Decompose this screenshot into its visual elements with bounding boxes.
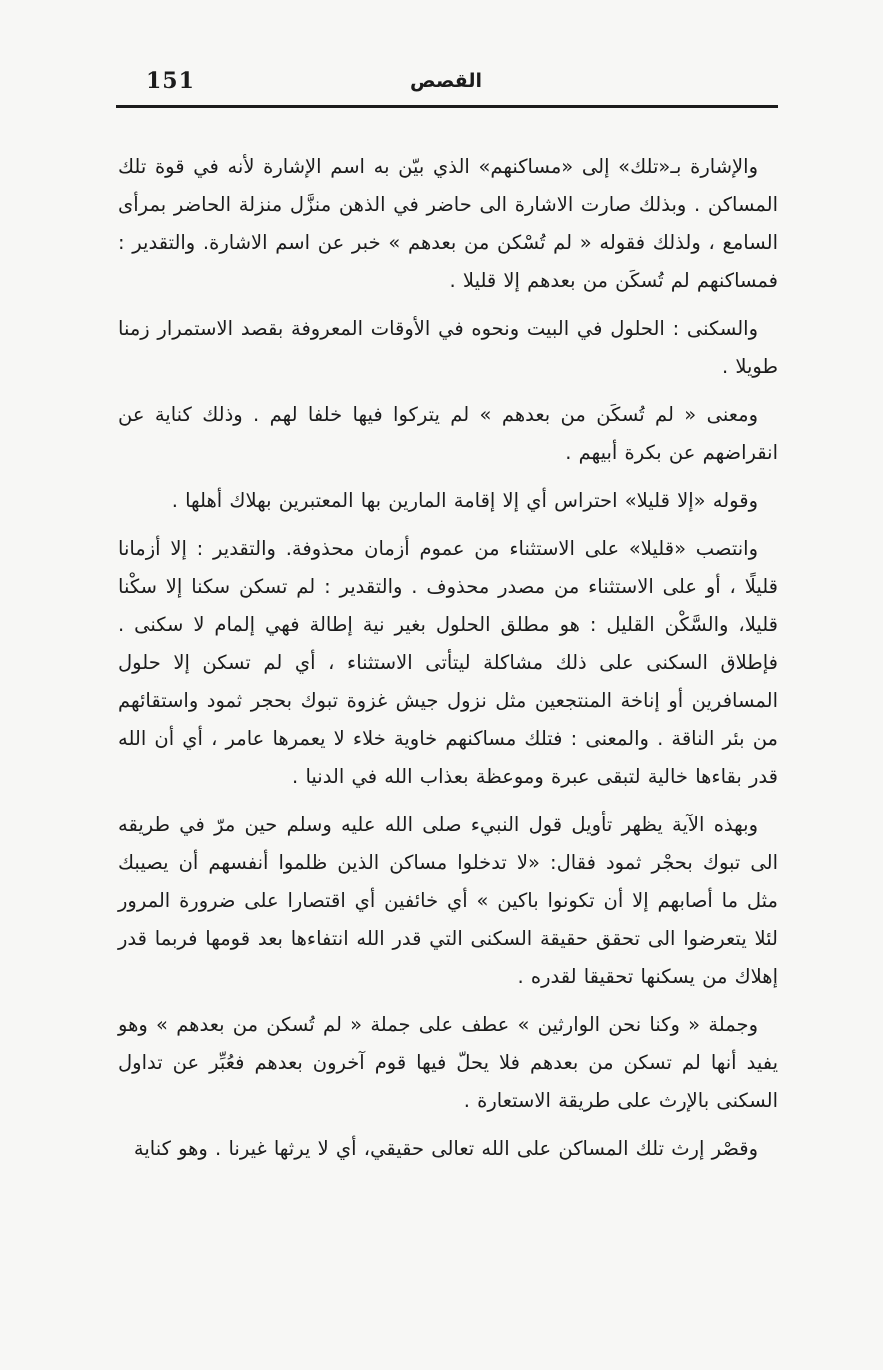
paragraph xyxy=(118,806,778,996)
paragraph-text: وجملة « وكنا نحن الوارثين » عطف على جملة « لم تُسكن من بعدهم » وهو يفيد أنها لم تسكن من بعدهم فلا يحلّ فيها قوم آخرون بعدهم فعُبِّر عن تداول السكنى بالإرث على طريقة الاستعارة . xyxy=(118,1013,778,1112)
header-divider xyxy=(116,105,778,108)
paragraph xyxy=(118,482,778,520)
paragraph xyxy=(118,1130,778,1168)
paragraph xyxy=(118,310,778,386)
paragraph xyxy=(118,1006,778,1120)
running-title: القصص xyxy=(410,70,482,92)
paragraph-text: والإشارة بـ«تلك» إلى «مساكنهم» الذي بيّن به اسم الإشارة لأنه في قوة تلك المساكن . وبذلك صارت الاشارة الى حاضر في الذهن منزَّل منزلة الحاضر بمرأى السامع ، ولذلك فقوله « لم تُسْكن من بعدهم » خبر عن اسم الاشارة. والتقدير : فمساكنهم لم تُسكَن من بعدهم إلا قليلا . xyxy=(118,155,778,292)
page-body xyxy=(118,148,778,1168)
page-number: 151 xyxy=(146,68,195,94)
paragraph xyxy=(118,530,778,796)
paragraph-text: ومعنى « لم تُسكَن من بعدهم » لم يتركوا فيها خلفا لهم . وذلك كناية عن انقراضهم عن بكرة أبيهم . xyxy=(118,403,778,464)
paragraph-text: وانتصب «قليلا» على الاستثناء من عموم أزمان محذوفة. والتقدير : إلا أزمانا قليلًا ، أو على الاستثناء من مصدر محذوف . والتقدير : لم تسكن سكنا إلا سكْنا قليلا، والسَّكْن القليل : هو مطلق الحلول بغير نية إطالة فهي إلمام لا سكنى . فإطلاق السكنى على ذلك مشاكلة ليتأتى الاستثناء ، أي لم تسكن إلا حلول المسافرين أو إناخة المنتجعين مثل نزول جيش غزوة تبوك بحجر ثمود واستقائهم من بئر الناقة . والمعنى : فتلك مساكنهم خاوية خلاء لا يعمرها عامر ، أي أن الله قدر بقاءها خالية لتبقى عبرة وموعظة بعذاب الله في الدنيا . xyxy=(118,537,778,788)
paragraph-text: وقوله «إلا قليلا» احتراس أي إلا إقامة المارين بها المعتبرين بهلاك أهلها . xyxy=(171,489,758,512)
paragraph xyxy=(118,148,778,300)
paragraph-text: وبهذه الآية يظهر تأويل قول النبيء صلى الله عليه وسلم حين مرّ في طريقه الى تبوك بحجْر ثمود فقال: «لا تدخلوا مساكن الذين ظلموا أنفسهم أن يصيبك مثل ما أصابهم إلا أن تكونوا باكين » أي خائفين أي اقتصارا على ضرورة المرور لئلا يتعرضوا الى تحقق حقيقة السكنى التي قدر الله انتفاءها بعد قومها فربما قدر إهلاك من يسكنها تحقيقا لقدره . xyxy=(118,813,778,988)
paragraph-text: وقصْر إرث تلك المساكن على الله تعالى حقيقي، أي لا يرثها غيرنا . وهو كناية xyxy=(133,1137,758,1160)
paragraph xyxy=(118,396,778,472)
paragraph-text: والسكنى : الحلول في البيت ونحوه في الأوقات المعروفة بقصد الاستمرار زمنا طويلا . xyxy=(118,317,778,378)
page-header xyxy=(118,62,778,106)
